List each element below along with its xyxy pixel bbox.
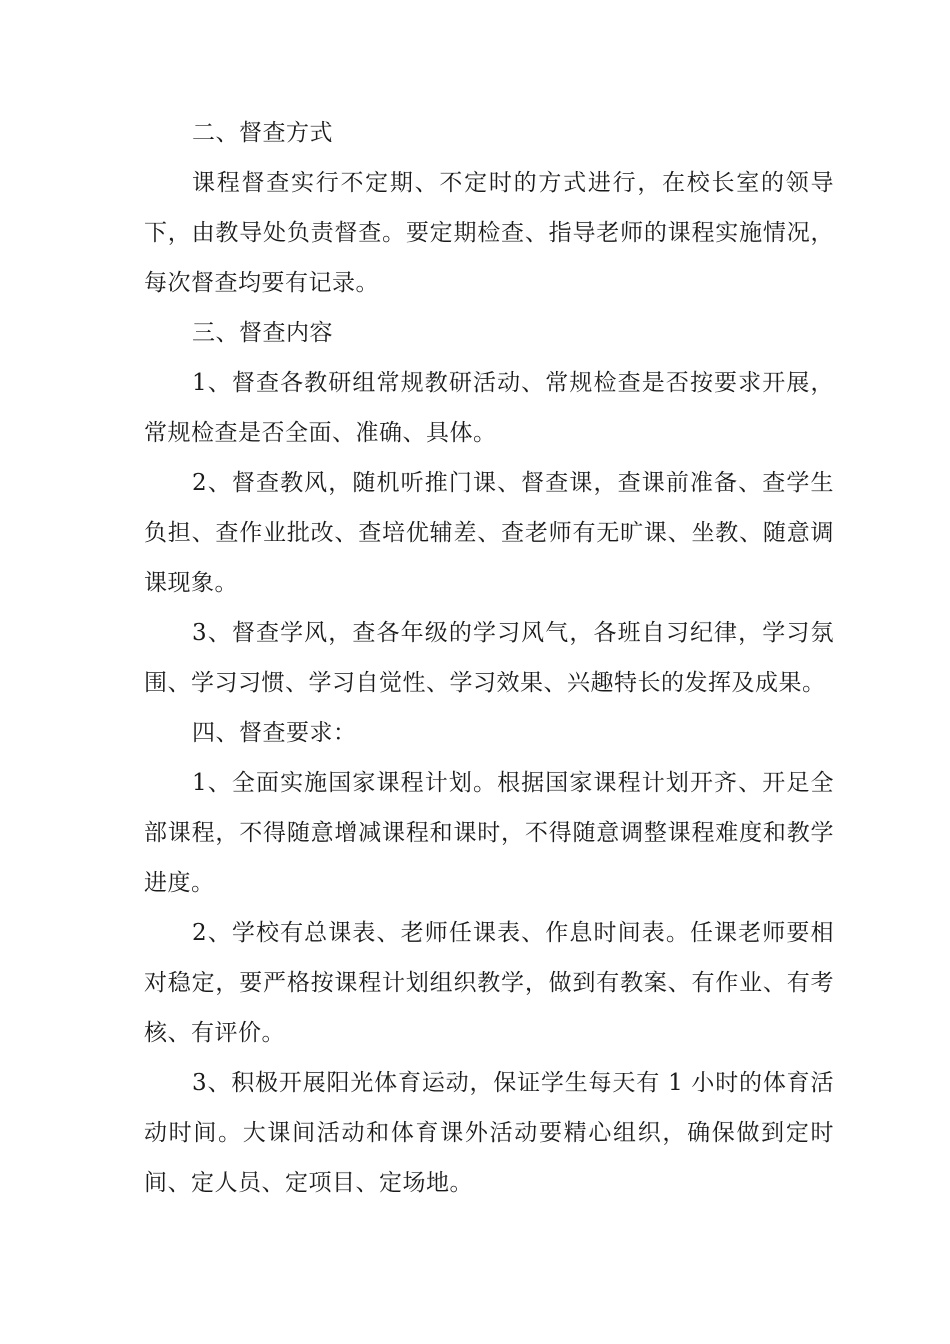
paragraph-content-2: 2、督查教风，随机听推门课、督查课，查课前准备、查学生负担、查作业批改、查培优辅差、查老师有无旷课、坐教、随意调课现象。 [144,470,834,596]
section-heading-method: 二、督查方式 [192,120,333,146]
paragraph-requirement-3: 3、积极开展阳光体育运动，保证学生每天有 1 小时的体育活动时间。大课间活动和体育课外活动要精心组织，确保做到定时间、定人员、定项目、定场地。 [144,1070,834,1196]
section-heading-requirements: 四、督查要求： [192,720,357,746]
paragraph-requirement-1: 1、全面实施国家课程计划。根据国家课程计划开齐、开足全部课程，不得随意增减课程和课时，不得随意调整课程难度和教学进度。 [144,770,834,896]
paragraph-method: 课程督查实行不定期、不定时的方式进行，在校长室的领导下，由教导处负责督查。要定期检查、指导老师的课程实施情况，每次督查均要有记录。 [144,170,834,296]
paragraph-requirement-2: 2、学校有总课表、老师任课表、作息时间表。任课老师要相对稳定，要严格按课程计划组织教学，做到有教案、有作业、有考核、有评价。 [144,920,834,1046]
section-heading-content: 三、督查内容 [192,320,333,346]
document-body [144,108,834,1208]
paragraph-content-1: 1、督查各教研组常规教研活动、常规检查是否按要求开展，常规检查是否全面、准确、具体。 [144,370,834,446]
paragraph-content-3: 3、督查学风，查各年级的学习风气，各班自习纪律，学习氛围、学习习惯、学习自觉性、学习效果、兴趣特长的发挥及成果。 [144,620,834,696]
